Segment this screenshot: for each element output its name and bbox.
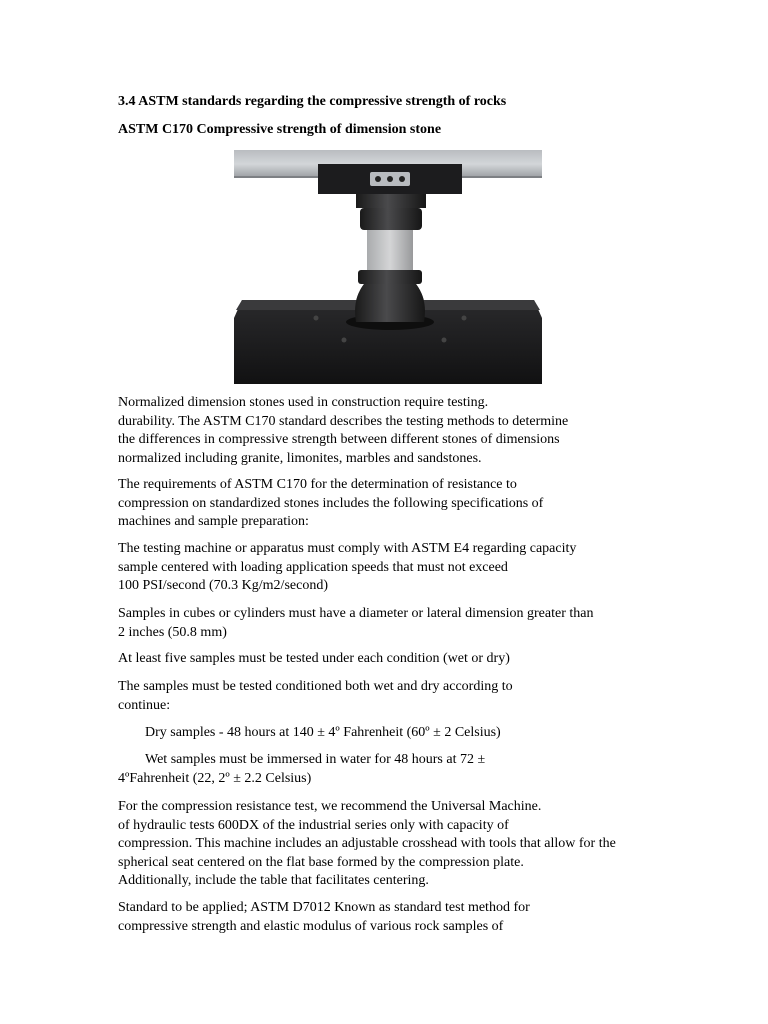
- testing-machine-photo: [234, 150, 542, 384]
- text-line: At least five samples must be tested under each condition (wet or dry): [118, 651, 510, 666]
- paragraph-standard: [118, 899, 530, 936]
- paragraph-sample-count: [118, 650, 510, 669]
- text-line: spherical seat centered on the flat base formed by the compression plate.: [118, 854, 524, 870]
- testing-machine-illustration: [234, 150, 542, 384]
- text-line: For the compression resistance test, we recommend the Universal Machine.: [118, 799, 542, 814]
- text-line: 2 inches (50.8 mm): [118, 624, 227, 640]
- text-line: The samples must be tested conditioned both wet and dry according to: [118, 679, 513, 694]
- text-line: Dry samples - 48 hours at 140 ± 4º Fahrenheit (60º ± 2 Celsius): [145, 725, 501, 740]
- paragraph-conditioning: [118, 678, 513, 715]
- text-line: 4ºFahrenheit (22, 2º ± 2.2 Celsius): [118, 770, 312, 786]
- text-line: durability. The ASTM C170 standard describes the testing methods to determine: [118, 413, 569, 429]
- text-line: Normalized dimension stones used in construction require testing.: [118, 395, 489, 410]
- paragraph-requirements: [118, 476, 543, 532]
- text-line: The requirements of ASTM C170 for the determination of resistance to: [118, 477, 517, 492]
- text-line: the differences in compressive strength between different stones of dimensions: [118, 432, 560, 447]
- text-line: Samples in cubes or cylinders must have a diameter or lateral dimension greater than: [118, 606, 594, 621]
- text-line: normalized including granite, limonites, marbles and sandstones.: [118, 450, 482, 466]
- subsection-heading: ASTM C170 Compressive strength of dimension stone: [118, 122, 442, 137]
- text-line: sample centered with loading application speeds that must not exceed: [118, 559, 508, 575]
- text-line: Additionally, include the table that facilitates centering.: [118, 873, 429, 888]
- text-line: continue:: [118, 697, 171, 713]
- paragraph-recommendation: [118, 798, 616, 891]
- text-line: Wet samples must be immersed in water for 48 hours at 72 ±: [145, 752, 486, 767]
- paragraph-wet-samples: [118, 751, 485, 788]
- text-line: The testing machine or apparatus must comply with ASTM E4 regarding capacity: [118, 541, 577, 556]
- text-line: of hydraulic tests 600DX of the industrial series only with capacity of: [118, 817, 509, 833]
- text-line: compressive strength and elastic modulus of various rock samples of: [118, 918, 504, 934]
- text-line: compression on standardized stones includes the following specifications of: [118, 495, 544, 511]
- section-heading: 3.4 ASTM standards regarding the compressive strength of rocks: [118, 94, 507, 109]
- text-line: 100 PSI/second (70.3 Kg/m2/second): [118, 578, 328, 593]
- text-line: Standard to be applied; ASTM D7012 Known as standard test method for: [118, 900, 530, 915]
- text-line: compression. This machine includes an adjustable crosshead with tools that allow for the: [118, 836, 616, 851]
- paragraph-sample-size: [118, 605, 593, 642]
- text-line: machines and sample preparation:: [118, 514, 309, 529]
- paragraph-intro: [118, 394, 568, 468]
- paragraph-testing-machine: [118, 540, 576, 596]
- paragraph-dry-samples: [118, 724, 501, 743]
